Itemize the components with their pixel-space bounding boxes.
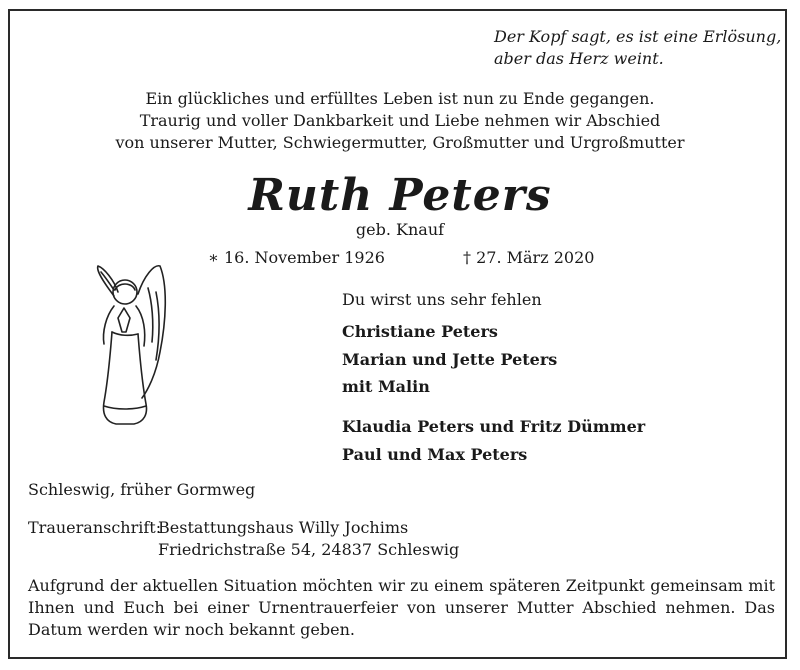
birth-name: geb. Knauf xyxy=(355,220,445,239)
miss-line: Du wirst uns sehr fehlen xyxy=(342,290,542,309)
family-member: Marian und Jette Peters xyxy=(342,350,558,369)
address-line: Friedrichstraße 54, 24837 Schleswig xyxy=(158,540,460,559)
angel-icon xyxy=(88,262,170,432)
intro-line: Ein glückliches und erfülltes Leben ist nun zu Ende gegangen. xyxy=(145,89,655,108)
death-date: † 27. März 2020 xyxy=(463,248,595,267)
quote xyxy=(494,26,781,70)
notice-text: Aufgrund der aktuellen Situation möchten wir zu einem späteren Zeitpunkt gemeinsam mit Ihnen und Euch bei einer Urnentrauerfeier von unserer Mutter Abschied nehmen. Das Datum werden wir noch bekannt geben. xyxy=(28,576,775,639)
address-line: Bestattungshaus Willy Jochims xyxy=(158,518,409,537)
intro-line: Traurig und voller Dankbarkeit und Liebe nehmen wir Abschied xyxy=(139,111,661,130)
address-label: Traueranschrift: xyxy=(28,518,162,537)
birth-date: ∗ 16. November 1926 xyxy=(208,248,385,267)
family-member: mit Malin xyxy=(342,377,430,396)
place: Schleswig, früher Gormweg xyxy=(28,480,256,499)
deceased-name: Ruth Peters xyxy=(248,170,552,221)
quote-line: Der Kopf sagt, es ist eine Erlösung, xyxy=(494,27,782,46)
intro-line: von unserer Mutter, Schwiegermutter, Großmutter und Urgroßmutter xyxy=(115,133,685,152)
quote-line: aber das Herz weint. xyxy=(494,49,664,68)
family-member: Christiane Peters xyxy=(342,322,498,341)
intro-text xyxy=(0,88,800,154)
family-member: Klaudia Peters und Fritz Dümmer xyxy=(342,417,646,436)
family-member: Paul und Max Peters xyxy=(342,445,528,464)
